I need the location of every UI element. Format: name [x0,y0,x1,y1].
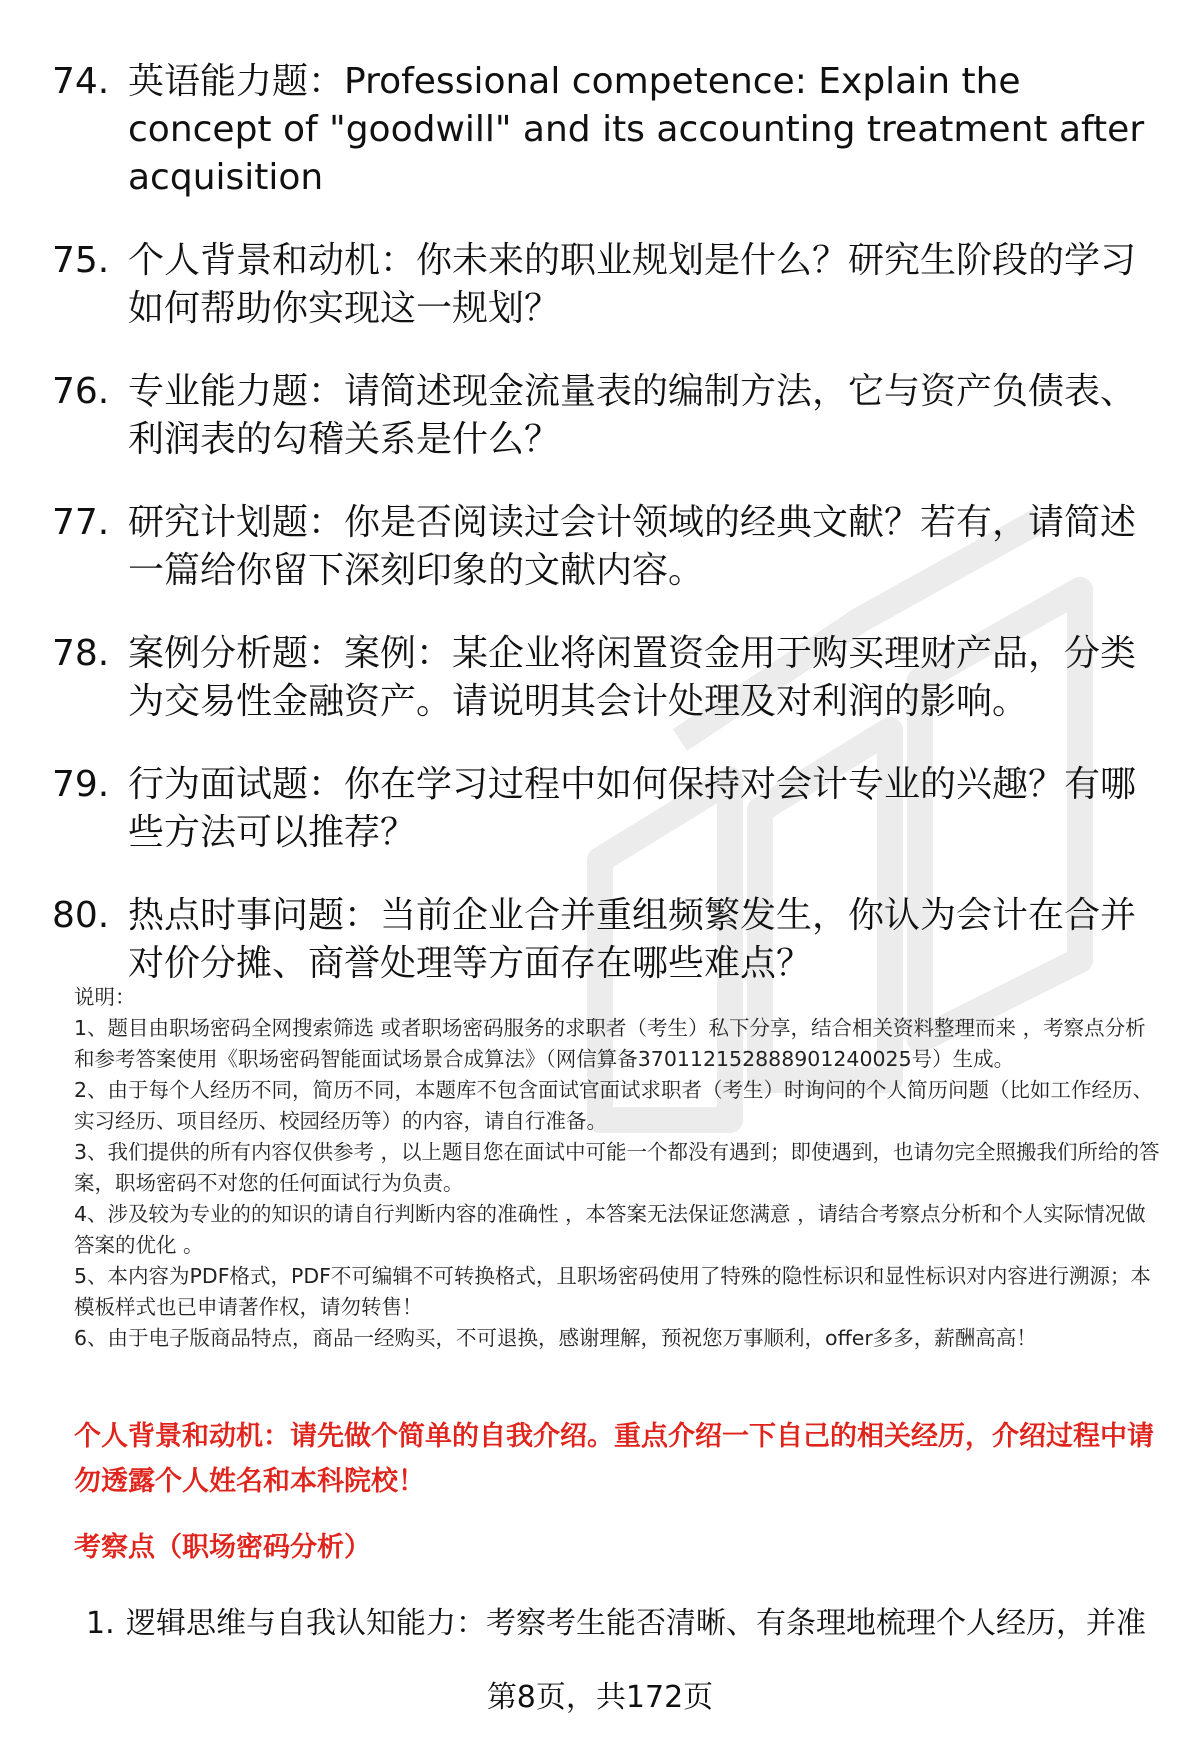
question-text: 研究计划题：你是否阅读过会计领域的经典文献？若有，请简述一篇给你留下深刻印象的文献内容。 [128,502,1137,591]
question-text: 专业能力题：请简述现金流量表的编制方法，它与资产负债表、利润表的勾稽关系是什么？ [128,371,1137,460]
analysis-item-text: 逻辑思维与自我认知能力：考察考生能否清晰、有条理地梳理个人经历，并准 [126,1606,1146,1641]
page-footer: 第8页，共172页 [486,1680,714,1715]
question-item [52,368,1162,464]
note-item: 1、题目由职场密码全网搜索筛选 或者职场密码服务的求职者（考生）私下分享，结合相关资料整理而来 ，考察点分析和参考答案使用《职场密码智能面试场景合成算法》（网信算备370112152888901240025号）生成。 [74,1016,1146,1071]
analysis-item [86,1602,1166,1646]
question-number: 77. [52,502,110,543]
question-text: 热点时事问题：当前企业合并重组频繁发生，你认为会计在合并对价分摊、商誉处理等方面存在哪些难点？ [128,895,1137,984]
analysis-heading: 考察点（职场密码分析） [74,1532,371,1563]
question-text: 个人背景和动机：你未来的职业规划是什么？研究生阶段的学习如何帮助你实现这一规划？ [128,240,1137,329]
question-number: 80. [52,895,110,936]
question-text: 案例分析题：案例：某企业将闲置资金用于购买理财产品，分类为交易性金融资产。请说明其会计处理及对利润的影响。 [128,633,1137,722]
notes-section [74,982,1164,1354]
note-item: 6、由于电子版商品特点，商品一经购买，不可退换，感谢理解，预祝您万事顺利，offer多多，薪酬高高！ [74,1326,1037,1350]
question-item [52,630,1162,726]
question-item [52,58,1162,202]
note-item: 3、我们提供的所有内容仅供参考 ，以上题目您在面试中可能一个都没有遇到；即使遇到，也请勿完全照搬我们所给的答案，职场密码不对您的任何面试行为负责。 [74,1140,1160,1195]
question-number: 76. [52,371,110,412]
question-number: 74. [52,61,110,102]
question-item [52,892,1162,988]
analysis-item-number: 1. [86,1606,115,1641]
question-item [52,761,1162,857]
question-item [52,237,1162,333]
notes-title: 说明： [74,985,136,1009]
section-heading: 个人背景和动机：请先做个简单的自我介绍。重点介绍一下自己的相关经历，介绍过程中请勿透露个人姓名和本科院校！ [74,1421,1154,1497]
question-item [52,499,1162,595]
question-number: 75. [52,240,110,281]
question-text: 行为面试题：你在学习过程中如何保持对会计专业的兴趣？有哪些方法可以推荐？ [128,764,1137,853]
note-item: 4、涉及较为专业的的知识的请自行判断内容的准确性 ，本答案无法保证您满意 ，请结合考察点分析和个人实际情况做答案的优化 。 [74,1202,1146,1257]
note-item: 5、本内容为PDF格式，PDF不可编辑不可转换格式，且职场密码使用了特殊的隐性标识和显性标识对内容进行溯源；本模板样式也已申请著作权，请勿转售！ [74,1264,1151,1319]
question-text: 英语能力题：Professional competence: Explain the concept of "goodwill" and its accounting treatment after acquisition [128,61,1145,198]
question-list [52,58,1162,1023]
question-number: 78. [52,633,110,674]
note-item: 2、由于每个人经历不同，简历不同，本题库不包含面试官面试求职者（考生）时询问的个人简历问题（比如工作经历、实习经历、项目经历、校园经历等）的内容，请自行准备。 [74,1078,1154,1133]
question-number: 79. [52,764,110,805]
